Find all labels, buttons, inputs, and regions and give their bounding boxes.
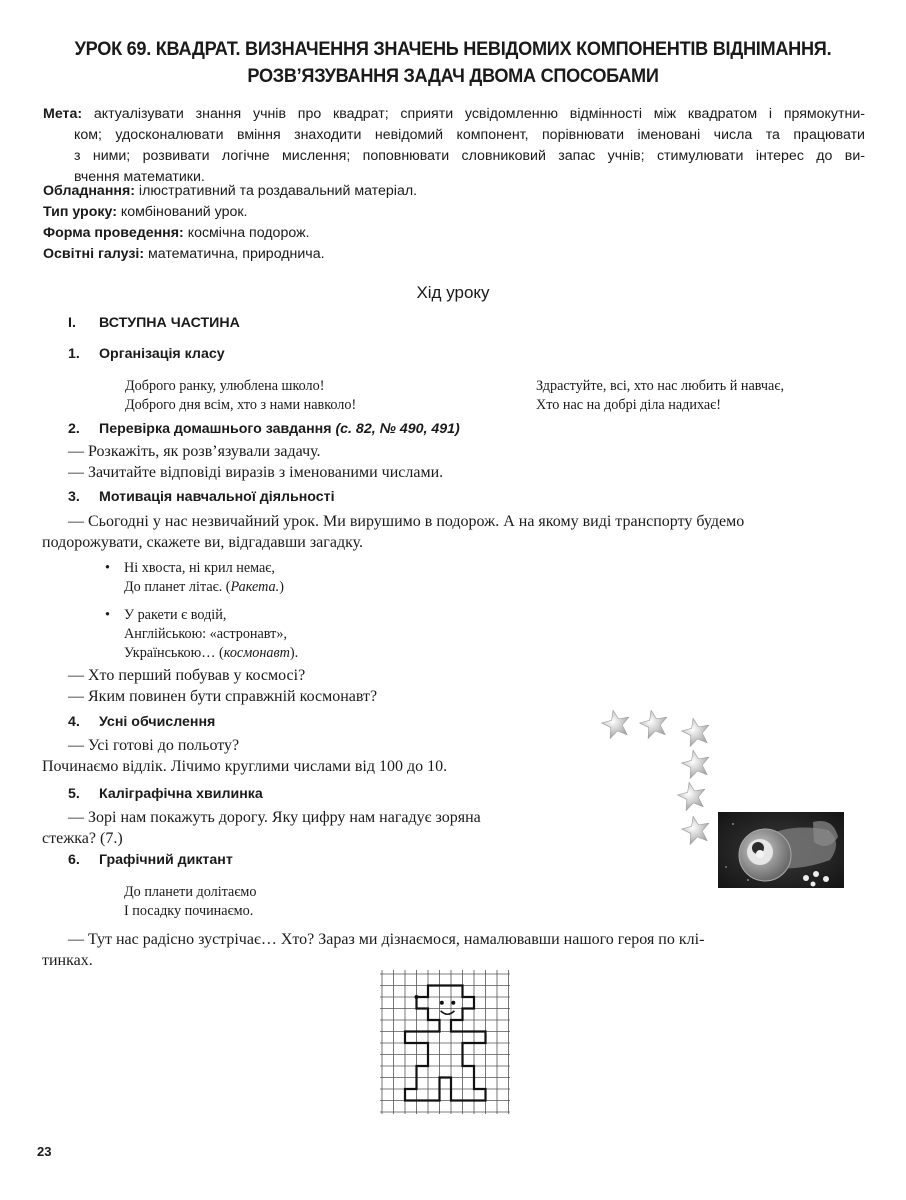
riddles-list: [105, 559, 298, 672]
figure-smile: [441, 1011, 455, 1014]
dialog-line: — Розкажіть, як розв’язували задачу.: [68, 443, 321, 460]
star-icon: [680, 716, 712, 748]
riddle-line: До планет літає. (Ракета.): [124, 579, 284, 595]
poem-line: До планети долітаємо: [124, 884, 257, 900]
lesson-title: [32, 36, 875, 90]
type-value: комбінований урок.: [116, 204, 248, 220]
fields-value: математична, природнича.: [144, 246, 325, 262]
riddle-1: [105, 559, 298, 597]
section-6-number: 6.: [68, 852, 80, 868]
section-5-text: [42, 807, 578, 849]
poem-line: Здрастуйте, всі, хто нас любить й навчає,: [536, 378, 784, 394]
landing-poem: [124, 883, 257, 921]
lesson-type: [43, 202, 865, 223]
section-5-number: 5.: [68, 786, 80, 802]
equipment-label: Обладнання:: [43, 183, 135, 199]
section-4-heading: [68, 714, 215, 730]
lesson-form: [43, 223, 865, 244]
paragraph-line: — Сьогодні у нас незвичайний урок. Ми вирушимо в подорож. А на якому виді транспорту будемо: [68, 513, 745, 530]
section-5-heading: [68, 786, 263, 802]
paragraph-line: тинках.: [42, 952, 93, 969]
section-6-paragraph: [42, 929, 868, 971]
part-1-title: ВСТУПНА ЧАСТИНА: [99, 315, 240, 331]
greeting-poem-right: [536, 377, 784, 415]
poem-line: Доброго дня всім, хто з нами навколо!: [125, 397, 357, 413]
homework-reference: (с. 82, № 490, 491): [335, 421, 460, 437]
section-2-number: 2.: [68, 421, 80, 437]
star-icon: [676, 780, 708, 812]
dialog-line: — Усі готові до польоту?: [68, 737, 240, 754]
section-3-heading: [68, 489, 335, 505]
goal-text-1: актуалізувати знання учнів про квадрат; сприяти усвідомленню відмінності між квадратом і прямокутни-: [82, 106, 865, 122]
form-value: космічна подорож.: [183, 225, 310, 241]
part-1-heading: [68, 315, 240, 331]
star-icon: [638, 708, 670, 740]
section-6-heading: [68, 852, 233, 868]
part-1-number: I.: [68, 315, 76, 331]
paragraph-line: стежка? (7.): [42, 830, 123, 847]
section-1-number: 1.: [68, 346, 80, 362]
goal-text-3: з ними; розвивати логічне мислення; поповнювати словниковий запас учнів; стимулювати інтерес до ви-: [74, 148, 865, 164]
section-4-text: [42, 735, 448, 777]
grid-robot-figure: [380, 968, 510, 1114]
riddle-2: [105, 606, 298, 663]
section-3-paragraph: [42, 511, 868, 553]
section-1-title: Організація класу: [99, 346, 225, 362]
section-6-title: Графічний диктант: [99, 852, 233, 868]
section-2-text: [68, 441, 443, 483]
greeting-poem-left: [125, 377, 356, 415]
section-3-questions: [68, 665, 377, 707]
riddle-line: Англійською: «астронавт»,: [124, 626, 287, 642]
riddle-line: • У ракети є водій,: [124, 607, 227, 623]
lesson-title-line-2: РОЗВ’ЯЗУВАННЯ ЗАДАЧ ДВОМА СПОСОБАМИ: [247, 65, 659, 87]
goal-text-2: ком; удосконалювати вміння знаходити невідомий компонент, порівнювати іменовані числа та працювати: [74, 127, 865, 143]
lesson-fields: [43, 244, 865, 265]
fields-label: Освітні галузі:: [43, 246, 145, 262]
riddle-answer: космонавт: [223, 645, 290, 661]
section-4-title: Усні обчислення: [99, 714, 216, 730]
section-3-number: 3.: [68, 489, 80, 505]
equipment-value: ілюстративний та роздавальний матеріал.: [134, 183, 418, 199]
star-icon: [680, 814, 712, 846]
riddle-answer: Ракета.: [230, 579, 280, 595]
poem-line: Хто нас на добрі діла надихає!: [536, 397, 721, 413]
lesson-goal: [43, 104, 865, 188]
paragraph-line: — Тут нас радісно зустрічає… Хто? Зараз ми дізнаємося, намалювавши нашого героя по клі-: [68, 931, 705, 948]
goal-text-4: вчення математики.: [74, 169, 205, 185]
section-1-heading: [68, 346, 225, 362]
paragraph-line: Починаємо відлік. Лічимо круглими числами від 100 до 10.: [42, 758, 448, 775]
cosmonaut-in-rocket-image: [718, 812, 844, 888]
paragraph-line: подорожувати, скажете ви, відгадавши загадку.: [42, 534, 364, 551]
lesson-title-line-1: УРОК 69. КВАДРАТ. ВИЗНАЧЕННЯ ЗНАЧЕНЬ НЕВІДОМИХ КОМПОНЕНТІВ ВІДНІМАННЯ.: [74, 38, 832, 60]
poem-line: Доброго ранку, улюблена школо!: [125, 378, 325, 394]
figure-eye: [440, 1001, 444, 1005]
figure-dot: [415, 995, 419, 999]
section-2-heading: [68, 421, 460, 437]
star-icon: [680, 748, 712, 780]
dialog-line: — Яким повинен бути справжній космонавт?: [68, 688, 378, 705]
dialog-line: — Зорі нам покажуть дорогу. Яку цифру нам нагадує зоряна: [68, 809, 481, 826]
section-4-number: 4.: [68, 714, 80, 730]
riddle-line: • Ні хвоста, ні крил немає,: [124, 560, 275, 576]
goal-label: Мета:: [43, 106, 83, 122]
section-3-title: Мотивація навчальної діяльності: [99, 489, 335, 505]
section-5-title: Каліграфічна хвилинка: [99, 786, 263, 802]
dialog-line: — Зачитайте відповіді виразів з іменованими числами.: [68, 464, 444, 481]
section-2-title: Перевірка домашнього завдання: [99, 421, 336, 437]
page-number: 23: [37, 1144, 52, 1159]
riddle-line: Українською… (космонавт).: [124, 645, 299, 661]
lesson-equipment: [43, 181, 865, 202]
figure-eye: [451, 1001, 455, 1005]
star-icon: [600, 708, 632, 740]
poem-line: І посадку починаємо.: [124, 903, 254, 919]
form-label: Форма проведення:: [43, 225, 184, 241]
course-heading: Хід уроку: [416, 283, 490, 302]
dialog-line: — Хто перший побував у космосі?: [68, 667, 306, 684]
type-label: Тип уроку:: [43, 204, 117, 220]
